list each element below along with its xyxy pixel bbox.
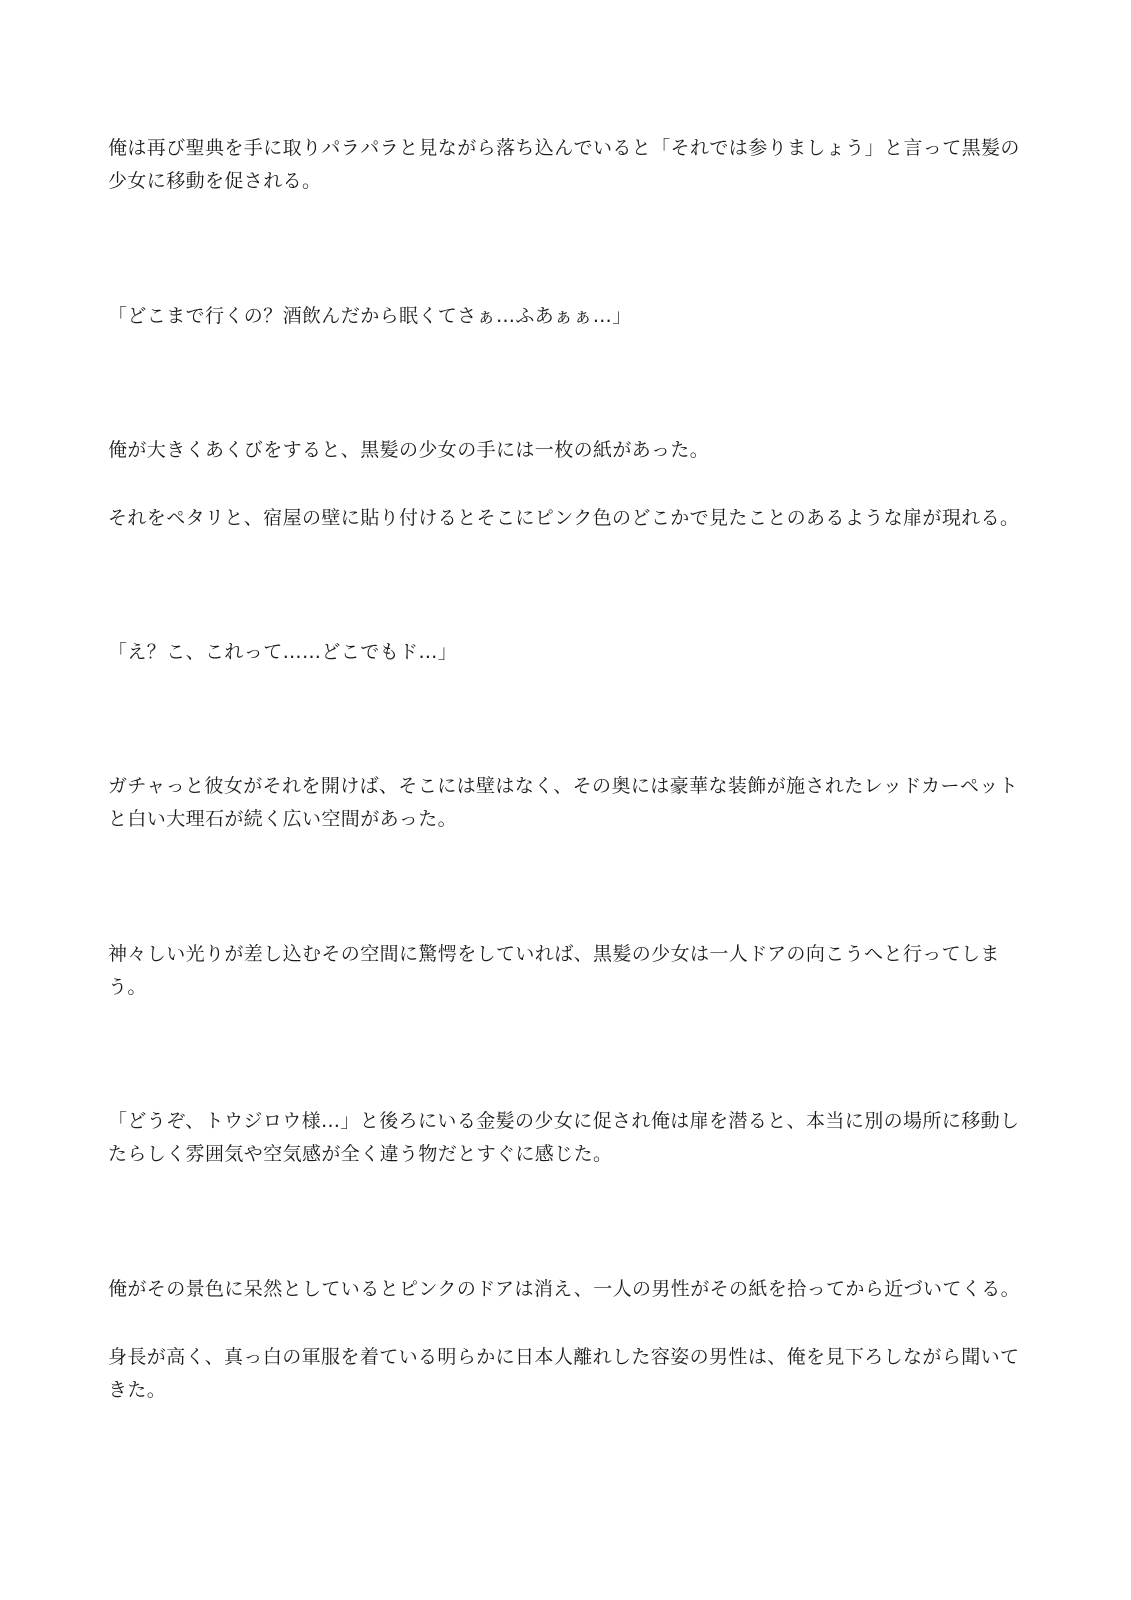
paragraph-2: 「どこまで行くの？酒飲んだから眠くてさぁ…ふあぁぁ…」 [108,305,632,327]
paragraph-9: 俺がその景色に呆然としているとピンクのドアは消え、一人の男性がその紙を拾ってから近づいてくる。 [108,1278,1020,1300]
paragraph-6: ガチャっと彼女がそれを開けば、そこには壁はなく、その奥には豪華な装飾が施されたレッドカーペットと白い大理石が続く広い空間があった。 [108,775,1019,830]
paragraph-5: 「え？こ、これって……どこでもド…」 [108,641,458,663]
paragraph-1: 俺は再び聖典を手に取りパラパラと見ながら落ち込んでいると「それでは参りましょう」と言って黒髪の少女に移動を促される。 [108,137,1020,192]
paragraph-8: 「どうぞ、トウジロウ様…」と後ろにいる金髪の少女に促され俺は扉を潜ると、本当に別の場所に移動したらしく雰囲気や空気感が全く違う物だとすぐに感じた。 [108,1110,1020,1165]
paragraph-10: 身長が高く、真っ白の軍服を着ている明らかに日本人離れした容姿の男性は、俺を見下ろしながら聞いてきた。 [108,1346,1020,1401]
paragraph-4: それをペタリと、宿屋の壁に貼り付けるとそこにピンク色のどこかで見たことのあるような扉が現れる。 [108,507,1020,529]
paragraph-7: 神々しい光りが差し込むその空間に驚愕をしていれば、黒髪の少女は一人ドアの向こうへと行ってしまう。 [108,943,1000,998]
paragraph-3: 俺が大きくあくびをすると、黒髪の少女の手には一枚の紙があった。 [108,439,710,461]
